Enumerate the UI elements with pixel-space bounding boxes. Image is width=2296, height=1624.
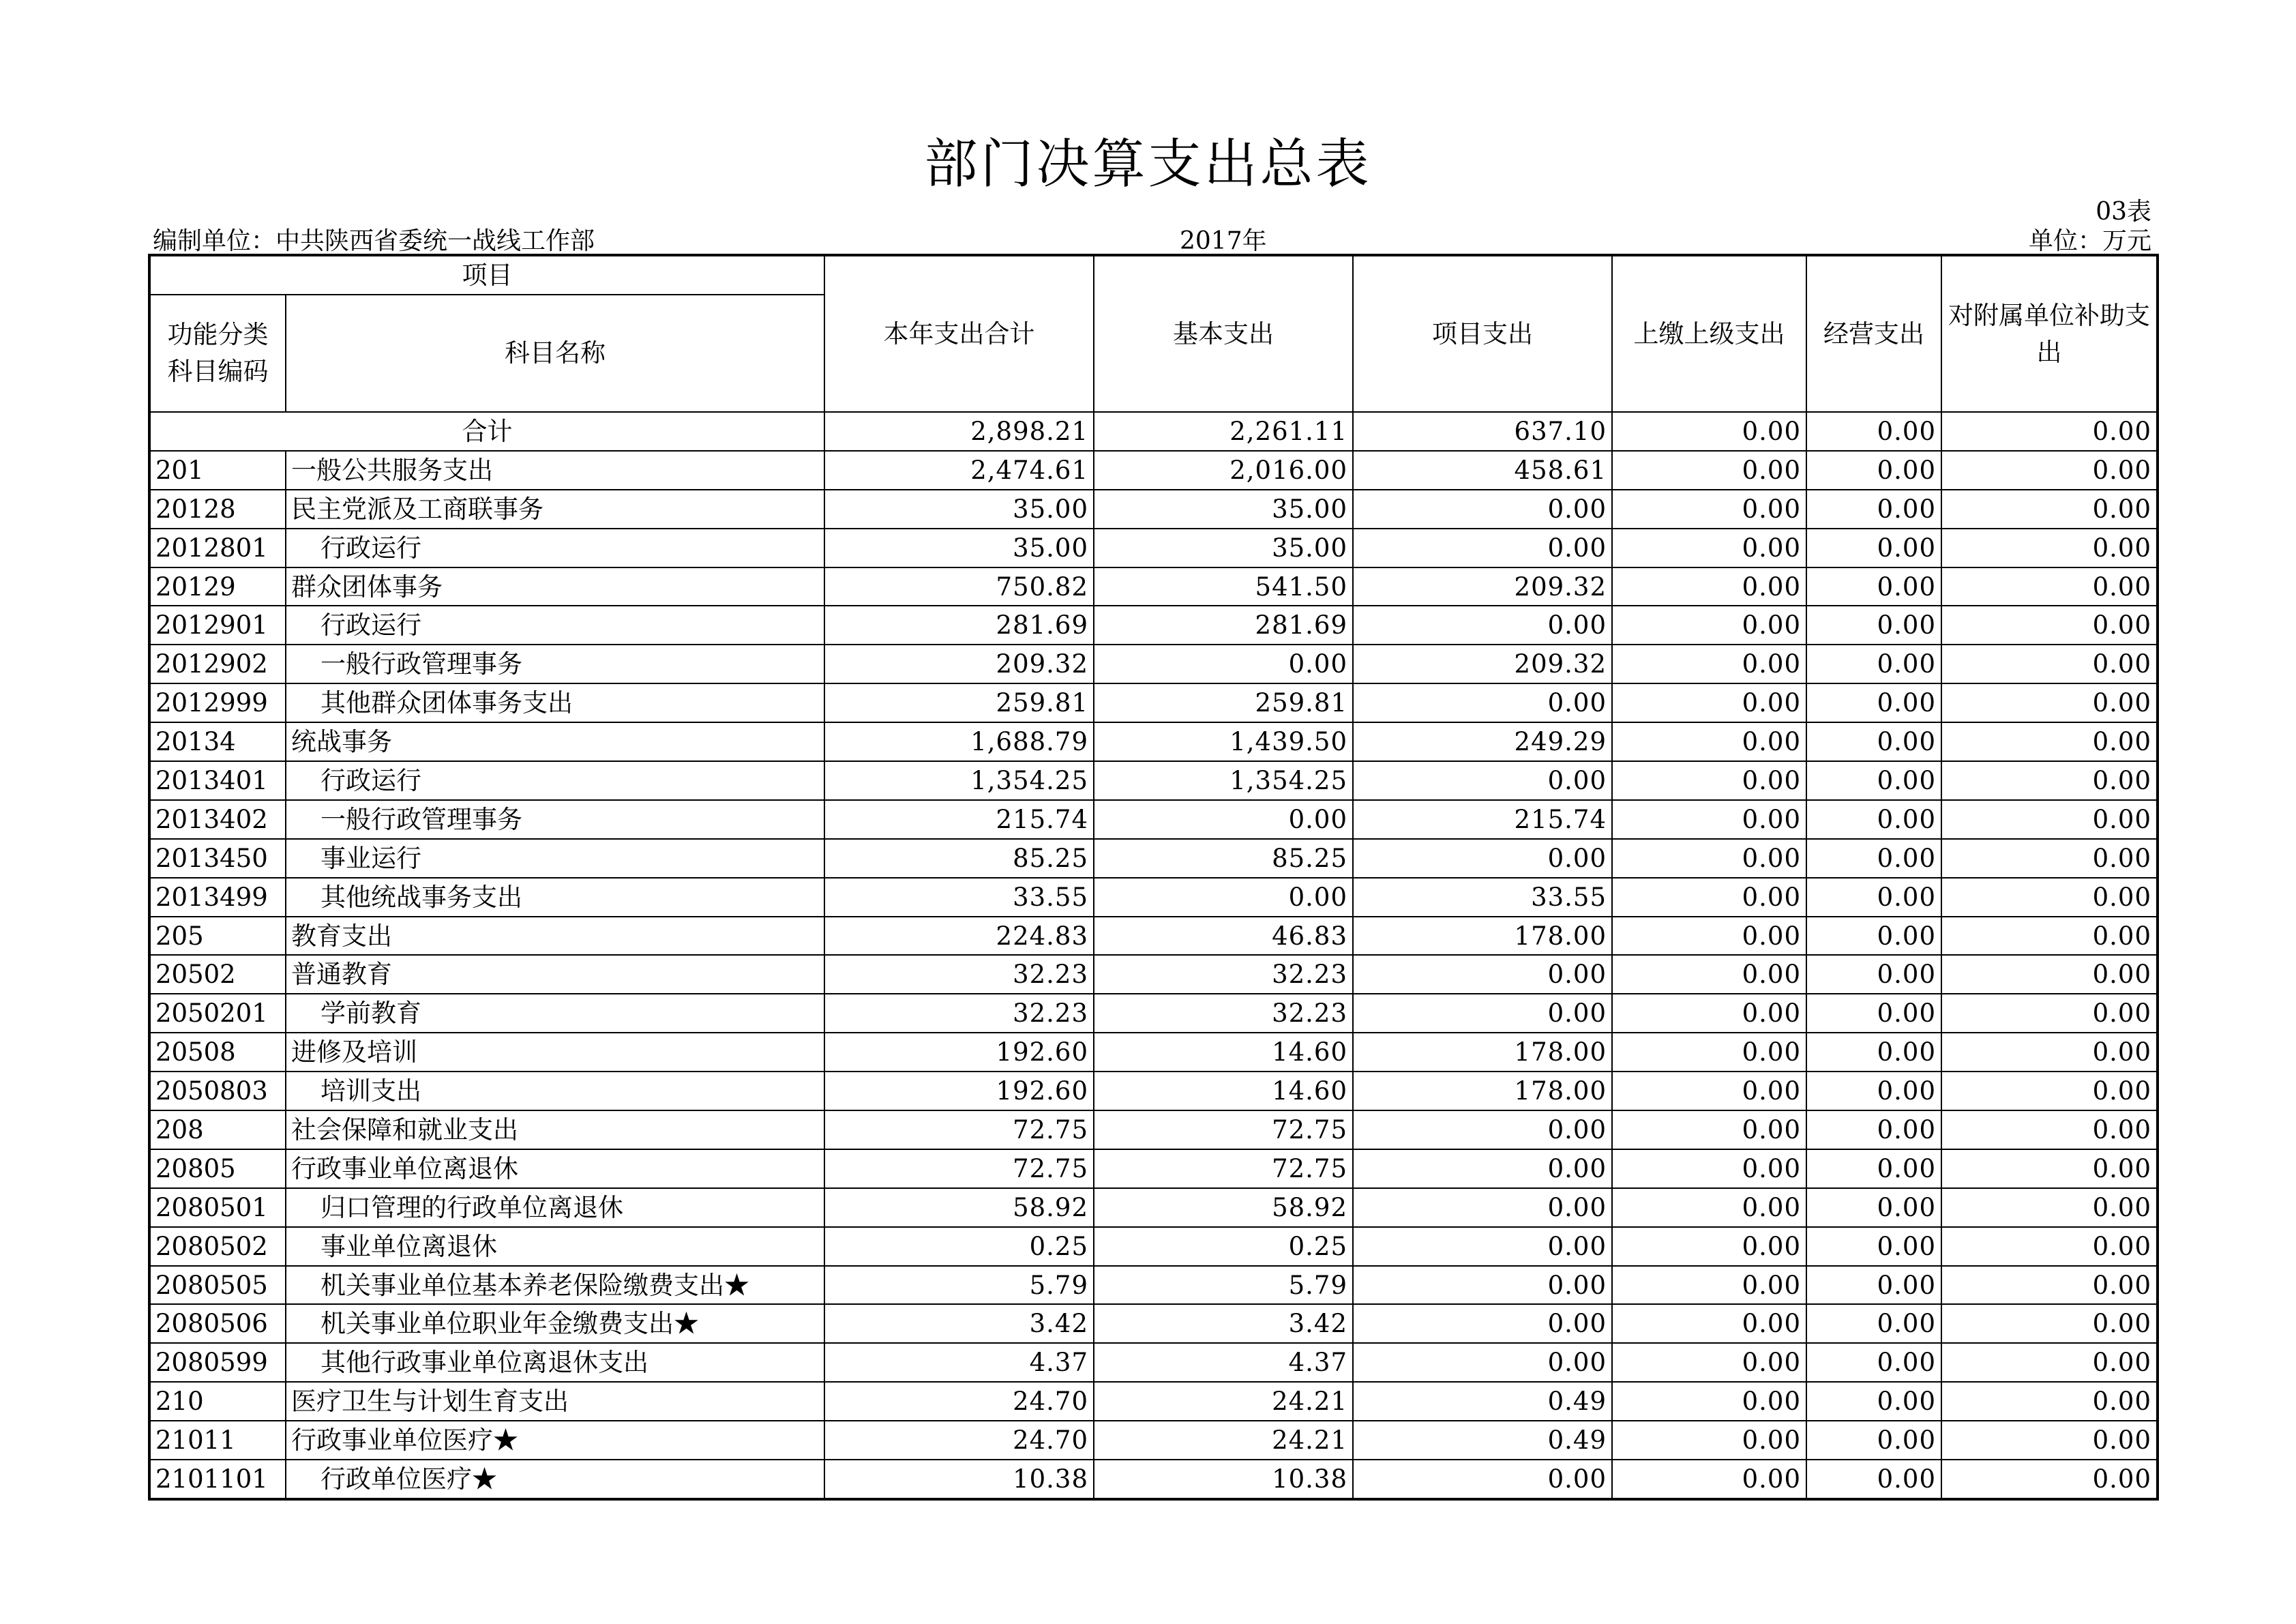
superior-cell: 0.00	[1612, 1382, 1806, 1421]
header-total: 本年支出合计	[824, 255, 1094, 412]
table-number: 03表	[2096, 198, 2151, 226]
subsidy-cell: 0.00	[1941, 1033, 2158, 1072]
table-row	[149, 878, 2158, 917]
subsidy-cell: 0.00	[1941, 1382, 2158, 1421]
superior-cell: 0.00	[1612, 800, 1806, 839]
code-cell: 2013499	[149, 878, 286, 917]
name-cell: 事业单位离退休	[286, 1227, 824, 1266]
table-row	[149, 955, 2158, 994]
code-cell: 2101101	[149, 1460, 286, 1499]
operating-cell: 0.00	[1806, 955, 1941, 994]
total-row	[149, 412, 2158, 451]
basic-cell: 281.69	[1094, 606, 1353, 645]
code-cell: 2012999	[149, 683, 286, 722]
superior-cell: 0.00	[1612, 955, 1806, 994]
item-cell: 0.00	[1353, 683, 1612, 722]
subsidy-cell: 0.00	[1941, 1266, 2158, 1305]
header-basic: 基本支出	[1094, 255, 1353, 412]
subsidy-cell: 0.00	[1941, 955, 2158, 994]
code-cell: 2050803	[149, 1072, 286, 1110]
basic-cell: 0.25	[1094, 1227, 1353, 1266]
name-cell: 行政事业单位医疗★	[286, 1421, 824, 1460]
code-cell: 210	[149, 1382, 286, 1421]
table-row	[149, 1188, 2158, 1227]
basic-cell: 4.37	[1094, 1343, 1353, 1382]
total-cell: 35.00	[824, 529, 1094, 567]
subsidy-cell: 0.00	[1941, 490, 2158, 529]
table-row	[149, 1266, 2158, 1305]
basic-cell: 14.60	[1094, 1033, 1353, 1072]
superior-cell: 0.00	[1612, 917, 1806, 956]
table-row	[149, 1304, 2158, 1343]
code-cell: 20134	[149, 722, 286, 761]
name-cell: 其他行政事业单位离退休支出	[286, 1343, 824, 1382]
superior-cell: 0.00	[1612, 412, 1806, 451]
table-row	[149, 1149, 2158, 1188]
item-cell: 0.00	[1353, 490, 1612, 529]
table-row	[149, 800, 2158, 839]
expenditure-table	[148, 254, 2159, 1501]
operating-cell: 0.00	[1806, 606, 1941, 645]
total-cell: 32.23	[824, 994, 1094, 1033]
total-cell: 259.81	[824, 683, 1094, 722]
superior-cell: 0.00	[1612, 683, 1806, 722]
name-cell: 一般行政管理事务	[286, 645, 824, 683]
total-cell: 35.00	[824, 490, 1094, 529]
code-cell: 20128	[149, 490, 286, 529]
basic-cell: 1,439.50	[1094, 722, 1353, 761]
basic-cell: 46.83	[1094, 917, 1353, 956]
item-cell: 0.00	[1353, 606, 1612, 645]
name-cell: 学前教育	[286, 994, 824, 1033]
total-cell: 1,688.79	[824, 722, 1094, 761]
item-cell: 33.55	[1353, 878, 1612, 917]
item-cell: 178.00	[1353, 917, 1612, 956]
total-cell: 192.60	[824, 1072, 1094, 1110]
header-code: 功能分类科目编码	[149, 295, 286, 412]
item-cell: 0.00	[1353, 1343, 1612, 1382]
code-cell: 2012801	[149, 529, 286, 567]
basic-cell: 0.00	[1094, 645, 1353, 683]
name-cell: 行政单位医疗★	[286, 1460, 824, 1499]
item-cell: 0.49	[1353, 1421, 1612, 1460]
code-cell: 20129	[149, 567, 286, 606]
basic-cell: 10.38	[1094, 1460, 1353, 1499]
table-row	[149, 722, 2158, 761]
total-cell: 33.55	[824, 878, 1094, 917]
code-cell: 2050201	[149, 994, 286, 1033]
page-title: 部门决算支出总表	[924, 134, 1372, 195]
name-cell: 一般行政管理事务	[286, 800, 824, 839]
item-cell: 249.29	[1353, 722, 1612, 761]
code-cell: 20502	[149, 955, 286, 994]
item-cell: 215.74	[1353, 800, 1612, 839]
table-row	[149, 994, 2158, 1033]
table-row	[149, 761, 2158, 800]
code-cell: 2080502	[149, 1227, 286, 1266]
name-cell: 社会保障和就业支出	[286, 1110, 824, 1149]
item-cell: 209.32	[1353, 567, 1612, 606]
item-cell: 0.00	[1353, 1304, 1612, 1343]
item-cell: 0.00	[1353, 529, 1612, 567]
code-cell: 20508	[149, 1033, 286, 1072]
basic-cell: 35.00	[1094, 490, 1353, 529]
subsidy-cell: 0.00	[1941, 451, 2158, 490]
subsidy-cell: 0.00	[1941, 567, 2158, 606]
basic-cell: 32.23	[1094, 994, 1353, 1033]
basic-cell: 72.75	[1094, 1149, 1353, 1188]
code-cell: 2080506	[149, 1304, 286, 1343]
superior-cell: 0.00	[1612, 1266, 1806, 1305]
total-cell: 72.75	[824, 1149, 1094, 1188]
item-cell: 458.61	[1353, 451, 1612, 490]
code-cell: 2013450	[149, 839, 286, 878]
header-operating: 经营支出	[1806, 255, 1941, 412]
total-cell: 85.25	[824, 839, 1094, 878]
table-row	[149, 606, 2158, 645]
superior-cell: 0.00	[1612, 994, 1806, 1033]
superior-cell: 0.00	[1612, 722, 1806, 761]
code-cell: 21011	[149, 1421, 286, 1460]
basic-cell: 1,354.25	[1094, 761, 1353, 800]
operating-cell: 0.00	[1806, 529, 1941, 567]
operating-cell: 0.00	[1806, 683, 1941, 722]
superior-cell: 0.00	[1612, 1188, 1806, 1227]
item-cell: 0.49	[1353, 1382, 1612, 1421]
total-cell: 32.23	[824, 955, 1094, 994]
table-row	[149, 529, 2158, 567]
item-cell: 0.00	[1353, 994, 1612, 1033]
report-year: 2017年	[1180, 227, 1267, 255]
total-label: 合计	[149, 412, 824, 451]
subsidy-cell: 0.00	[1941, 1227, 2158, 1266]
operating-cell: 0.00	[1806, 1033, 1941, 1072]
code-cell: 2080505	[149, 1266, 286, 1305]
total-cell: 1,354.25	[824, 761, 1094, 800]
superior-cell: 0.00	[1612, 1110, 1806, 1149]
basic-cell: 2,261.11	[1094, 412, 1353, 451]
subsidy-cell: 0.00	[1941, 1343, 2158, 1382]
superior-cell: 0.00	[1612, 1033, 1806, 1072]
name-cell: 其他群众团体事务支出	[286, 683, 824, 722]
total-cell: 750.82	[824, 567, 1094, 606]
basic-cell: 259.81	[1094, 683, 1353, 722]
subsidy-cell: 0.00	[1941, 878, 2158, 917]
subsidy-cell: 0.00	[1941, 800, 2158, 839]
superior-cell: 0.00	[1612, 761, 1806, 800]
item-cell: 0.00	[1353, 1227, 1612, 1266]
code-cell: 2013402	[149, 800, 286, 839]
item-cell: 0.00	[1353, 761, 1612, 800]
operating-cell: 0.00	[1806, 567, 1941, 606]
total-cell: 58.92	[824, 1188, 1094, 1227]
basic-cell: 541.50	[1094, 567, 1353, 606]
table-row	[149, 1460, 2158, 1499]
header-subsidy: 对附属单位补助支出	[1941, 255, 2158, 412]
superior-cell: 0.00	[1612, 606, 1806, 645]
compiling-unit: 编制单位：中共陕西省委统一战线工作部	[153, 227, 595, 255]
subsidy-cell: 0.00	[1941, 1421, 2158, 1460]
basic-cell: 0.00	[1094, 800, 1353, 839]
operating-cell: 0.00	[1806, 722, 1941, 761]
operating-cell: 0.00	[1806, 800, 1941, 839]
table-row	[149, 683, 2158, 722]
item-cell: 0.00	[1353, 955, 1612, 994]
operating-cell: 0.00	[1806, 839, 1941, 878]
superior-cell: 0.00	[1612, 1149, 1806, 1188]
table-row	[149, 839, 2158, 878]
name-cell: 群众团体事务	[286, 567, 824, 606]
operating-cell: 0.00	[1806, 1227, 1941, 1266]
basic-cell: 0.00	[1094, 878, 1353, 917]
currency-unit: 单位：万元	[2028, 227, 2151, 255]
name-cell: 进修及培训	[286, 1033, 824, 1072]
superior-cell: 0.00	[1612, 567, 1806, 606]
name-cell: 行政运行	[286, 529, 824, 567]
code-cell: 2080501	[149, 1188, 286, 1227]
table-row	[149, 1421, 2158, 1460]
table-row	[149, 1072, 2158, 1110]
name-cell: 教育支出	[286, 917, 824, 956]
code-cell: 208	[149, 1110, 286, 1149]
name-cell: 培训支出	[286, 1072, 824, 1110]
item-cell: 0.00	[1353, 1149, 1612, 1188]
subsidy-cell: 0.00	[1941, 722, 2158, 761]
operating-cell: 0.00	[1806, 1382, 1941, 1421]
item-cell: 0.00	[1353, 1188, 1612, 1227]
item-cell: 178.00	[1353, 1033, 1612, 1072]
basic-cell: 35.00	[1094, 529, 1353, 567]
name-cell: 统战事务	[286, 722, 824, 761]
superior-cell: 0.00	[1612, 451, 1806, 490]
operating-cell: 0.00	[1806, 451, 1941, 490]
table-row	[149, 451, 2158, 490]
operating-cell: 0.00	[1806, 1343, 1941, 1382]
operating-cell: 0.00	[1806, 1072, 1941, 1110]
superior-cell: 0.00	[1612, 490, 1806, 529]
subsidy-cell: 0.00	[1941, 994, 2158, 1033]
operating-cell: 0.00	[1806, 1149, 1941, 1188]
code-cell: 2080599	[149, 1343, 286, 1382]
item-cell: 178.00	[1353, 1072, 1612, 1110]
operating-cell: 0.00	[1806, 645, 1941, 683]
total-cell: 209.32	[824, 645, 1094, 683]
total-cell: 3.42	[824, 1304, 1094, 1343]
operating-cell: 0.00	[1806, 490, 1941, 529]
code-cell: 2012902	[149, 645, 286, 683]
subsidy-cell: 0.00	[1941, 529, 2158, 567]
subsidy-cell: 0.00	[1941, 645, 2158, 683]
subsidy-cell: 0.00	[1941, 1188, 2158, 1227]
operating-cell: 0.00	[1806, 412, 1941, 451]
table-row	[149, 645, 2158, 683]
table-row	[149, 490, 2158, 529]
total-cell: 5.79	[824, 1266, 1094, 1305]
subsidy-cell: 0.00	[1941, 1110, 2158, 1149]
superior-cell: 0.00	[1612, 1304, 1806, 1343]
superior-cell: 0.00	[1612, 878, 1806, 917]
subsidy-cell: 0.00	[1941, 917, 2158, 956]
basic-cell: 32.23	[1094, 955, 1353, 994]
operating-cell: 0.00	[1806, 1460, 1941, 1499]
name-cell: 归口管理的行政单位离退休	[286, 1188, 824, 1227]
item-cell: 0.00	[1353, 1460, 1612, 1499]
operating-cell: 0.00	[1806, 1266, 1941, 1305]
subsidy-cell: 0.00	[1941, 839, 2158, 878]
table-row	[149, 1033, 2158, 1072]
total-cell: 24.70	[824, 1382, 1094, 1421]
name-cell: 普通教育	[286, 955, 824, 994]
total-cell: 224.83	[824, 917, 1094, 956]
total-cell: 72.75	[824, 1110, 1094, 1149]
total-cell: 10.38	[824, 1460, 1094, 1499]
subsidy-cell: 0.00	[1941, 1072, 2158, 1110]
superior-cell: 0.00	[1612, 1227, 1806, 1266]
superior-cell: 0.00	[1612, 1460, 1806, 1499]
table-row	[149, 1227, 2158, 1266]
basic-cell: 24.21	[1094, 1421, 1353, 1460]
basic-cell: 72.75	[1094, 1110, 1353, 1149]
basic-cell: 85.25	[1094, 839, 1353, 878]
table-row	[149, 1110, 2158, 1149]
basic-cell: 14.60	[1094, 1072, 1353, 1110]
operating-cell: 0.00	[1806, 878, 1941, 917]
item-cell: 0.00	[1353, 839, 1612, 878]
name-cell: 行政事业单位离退休	[286, 1149, 824, 1188]
total-cell: 24.70	[824, 1421, 1094, 1460]
header-name: 科目名称	[286, 295, 824, 412]
superior-cell: 0.00	[1612, 529, 1806, 567]
operating-cell: 0.00	[1806, 1188, 1941, 1227]
total-cell: 2,474.61	[824, 451, 1094, 490]
table-row	[149, 567, 2158, 606]
subsidy-cell: 0.00	[1941, 1149, 2158, 1188]
basic-cell: 58.92	[1094, 1188, 1353, 1227]
item-cell: 637.10	[1353, 412, 1612, 451]
name-cell: 行政运行	[286, 761, 824, 800]
header-project: 项目	[149, 255, 824, 295]
basic-cell: 3.42	[1094, 1304, 1353, 1343]
operating-cell: 0.00	[1806, 994, 1941, 1033]
subsidy-cell: 0.00	[1941, 1304, 2158, 1343]
name-cell: 机关事业单位基本养老保险缴费支出★	[286, 1266, 824, 1305]
name-cell: 一般公共服务支出	[286, 451, 824, 490]
name-cell: 事业运行	[286, 839, 824, 878]
table-row	[149, 1343, 2158, 1382]
name-cell: 民主党派及工商联事务	[286, 490, 824, 529]
operating-cell: 0.00	[1806, 1421, 1941, 1460]
subsidy-cell: 0.00	[1941, 761, 2158, 800]
operating-cell: 0.00	[1806, 761, 1941, 800]
subsidy-cell: 0.00	[1941, 606, 2158, 645]
superior-cell: 0.00	[1612, 1421, 1806, 1460]
name-cell: 机关事业单位职业年金缴费支出★	[286, 1304, 824, 1343]
subsidy-cell: 0.00	[1941, 1460, 2158, 1499]
name-cell: 行政运行	[286, 606, 824, 645]
operating-cell: 0.00	[1806, 1110, 1941, 1149]
superior-cell: 0.00	[1612, 645, 1806, 683]
code-cell: 201	[149, 451, 286, 490]
code-cell: 2012901	[149, 606, 286, 645]
table-row	[149, 1382, 2158, 1421]
superior-cell: 0.00	[1612, 1072, 1806, 1110]
subsidy-cell: 0.00	[1941, 683, 2158, 722]
header-superior: 上缴上级支出	[1612, 255, 1806, 412]
total-cell: 192.60	[824, 1033, 1094, 1072]
basic-cell: 5.79	[1094, 1266, 1353, 1305]
total-cell: 281.69	[824, 606, 1094, 645]
item-cell: 0.00	[1353, 1110, 1612, 1149]
header-item: 项目支出	[1353, 255, 1612, 412]
total-cell: 0.25	[824, 1227, 1094, 1266]
item-cell: 209.32	[1353, 645, 1612, 683]
superior-cell: 0.00	[1612, 839, 1806, 878]
operating-cell: 0.00	[1806, 917, 1941, 956]
basic-cell: 24.21	[1094, 1382, 1353, 1421]
total-cell: 2,898.21	[824, 412, 1094, 451]
total-cell: 215.74	[824, 800, 1094, 839]
item-cell: 0.00	[1353, 1266, 1612, 1305]
operating-cell: 0.00	[1806, 1304, 1941, 1343]
code-cell: 205	[149, 917, 286, 956]
total-cell: 4.37	[824, 1343, 1094, 1382]
code-cell: 20805	[149, 1149, 286, 1188]
name-cell: 其他统战事务支出	[286, 878, 824, 917]
table-row	[149, 917, 2158, 956]
subsidy-cell: 0.00	[1941, 412, 2158, 451]
code-cell: 2013401	[149, 761, 286, 800]
name-cell: 医疗卫生与计划生育支出	[286, 1382, 824, 1421]
basic-cell: 2,016.00	[1094, 451, 1353, 490]
superior-cell: 0.00	[1612, 1343, 1806, 1382]
